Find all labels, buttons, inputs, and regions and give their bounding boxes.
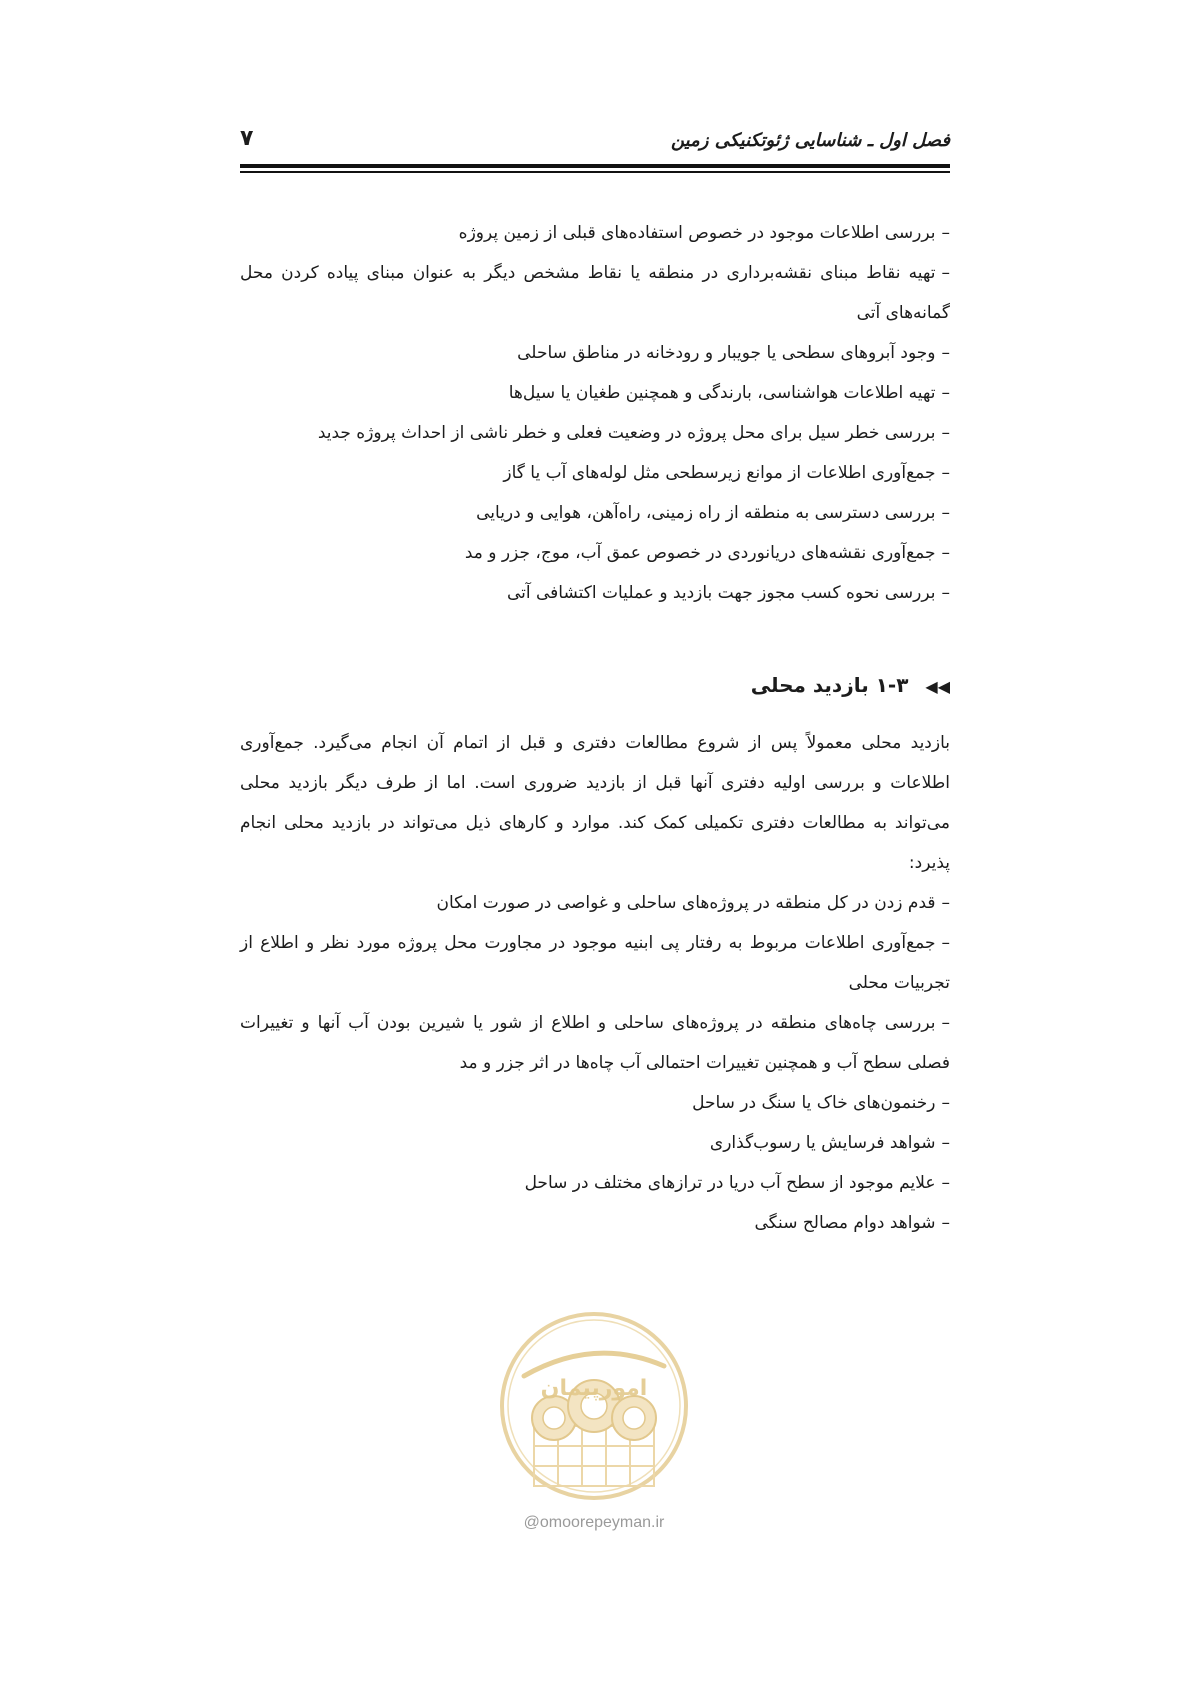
page-content — [240, 213, 950, 1243]
list-item-text: بررسی خطر سیل برای محل پروژه در وضعیت فعلی و خطر ناشی از احداث پروژه جدید — [317, 423, 936, 443]
list-item — [240, 533, 950, 573]
bullet-dash: – — [941, 423, 950, 443]
list-item-text: جمع‌آوری نقشه‌های دریانوردی در خصوص عمق آب، موج، جزر و مد — [464, 543, 936, 563]
bullet-dash: – — [941, 343, 950, 363]
list-item-text: شواهد دوام مصالح سنگی — [754, 1213, 936, 1233]
list-item-text: جمع‌آوری اطلاعات از موانع زیرسطحی مثل لوله‌های آب یا گاز — [503, 463, 936, 483]
bullet-dash: – — [941, 223, 950, 243]
list-item-text: وجود آبروهای سطحی یا جویبار و رودخانه در مناطق ساحلی — [517, 343, 936, 363]
watermark-brand: امورپیمان — [540, 1376, 648, 1401]
list-item — [240, 213, 950, 253]
list-item-text: بررسی دسترسی به منطقه از راه زمینی، راه‌آهن، هوایی و دریایی — [476, 503, 936, 523]
section-heading — [240, 667, 950, 705]
section-title: بازدید محلی — [750, 673, 869, 697]
list-item — [240, 883, 950, 923]
list-item-text: بررسی نحوه کسب مجوز جهت بازدید و عملیات اکتشافی آتی — [506, 583, 936, 603]
header-rule-thin — [240, 171, 950, 173]
bullet-dash: – — [941, 893, 950, 913]
list-item-text: تهیه اطلاعات هواشناسی، بارندگی و همچنین طغیان یا سیل‌ها — [508, 383, 936, 403]
list-item — [240, 923, 950, 1003]
list-item — [240, 573, 950, 613]
list-item-text: بررسی چاه‌های منطقه در پروژه‌های ساحلی و اطلاع از شور یا شیرین بودن آب آنها و تغییرات فصلی سطح آب و همچنین تغییرات احتمالی آب چاه‌ها در اثر جزر و مد — [240, 1013, 950, 1073]
list-item-text: جمع‌آوری اطلاعات مربوط به رفتار پی ابنیه موجود در مجاورت محل پروژه مورد نظر و اطلاع از تجربیات محلی — [240, 933, 950, 993]
list-item — [240, 1083, 950, 1123]
page-number: ۷ — [240, 126, 254, 151]
list-item — [240, 1003, 950, 1083]
list-item — [240, 493, 950, 533]
bullet-dash: – — [941, 933, 950, 953]
desk-study-list — [240, 213, 950, 613]
bullet-dash: – — [941, 463, 950, 483]
list-item — [240, 373, 950, 413]
bullet-dash: – — [941, 503, 950, 523]
bullet-dash: – — [941, 1173, 950, 1193]
watermark-logo — [494, 1306, 694, 1536]
header-rule — [240, 164, 950, 168]
list-item-text: تهیه نقاط مبنای نقشه‌برداری در منطقه یا نقاط مشخص دیگر به عنوان مبنای پیاده کردن محل گمانه‌های آتی — [240, 263, 950, 323]
list-item-text: قدم زدن در کل منطقه در پروژه‌های ساحلی و غواصی در صورت امکان — [436, 893, 936, 913]
gear-logo-icon — [494, 1306, 694, 1506]
list-item-text: رخنمون‌های خاک یا سنگ در ساحل — [692, 1093, 936, 1113]
list-item — [240, 1203, 950, 1243]
list-item — [240, 1163, 950, 1203]
bullet-dash: – — [941, 1013, 950, 1033]
bullet-dash: – — [941, 543, 950, 563]
watermark-url: @omoorepeyman.ir — [523, 1514, 665, 1531]
list-item-text: شواهد فرسایش یا رسوب‌گذاری — [709, 1133, 936, 1153]
list-item — [240, 413, 950, 453]
section-paragraph: بازدید محلی معمولاً پس از شروع مطالعات دفتری و قبل از اتمام آن انجام می‌گیرد. جمع‌آوری اطلاعات و بررسی اولیه دفتری آنها قبل از بازدید ضروری است. اما از طرف دیگر بازدید محلی می‌تواند به مطالعات دفتری تکمیلی کمک کند. موارد و کارهای ذیل می‌تواند در بازدید محلی انجام پذیرد: — [240, 733, 950, 873]
list-item-text: بررسی اطلاعات موجود در خصوص استفاده‌های قبلی از زمین پروژه — [458, 223, 936, 243]
double-arrow-icon: ◀◀ — [925, 677, 950, 696]
page-header — [240, 124, 950, 160]
list-item — [240, 333, 950, 373]
list-item — [240, 253, 950, 333]
bullet-dash: – — [941, 1133, 950, 1153]
bullet-dash: – — [941, 263, 950, 283]
site-visit-list — [240, 883, 950, 1243]
list-item — [240, 453, 950, 493]
list-item-text: علایم موجود از سطح آب دریا در ترازهای مختلف در ساحل — [524, 1173, 936, 1193]
bullet-dash: – — [941, 383, 950, 403]
chapter-title: فصل اول ـ شناسایی ژئوتکنیکی زمین — [670, 130, 950, 151]
section-number: ۱-۳ — [875, 673, 909, 697]
bullet-dash: – — [941, 583, 950, 603]
list-item — [240, 1123, 950, 1163]
bullet-dash: – — [941, 1213, 950, 1233]
bullet-dash: – — [941, 1093, 950, 1113]
